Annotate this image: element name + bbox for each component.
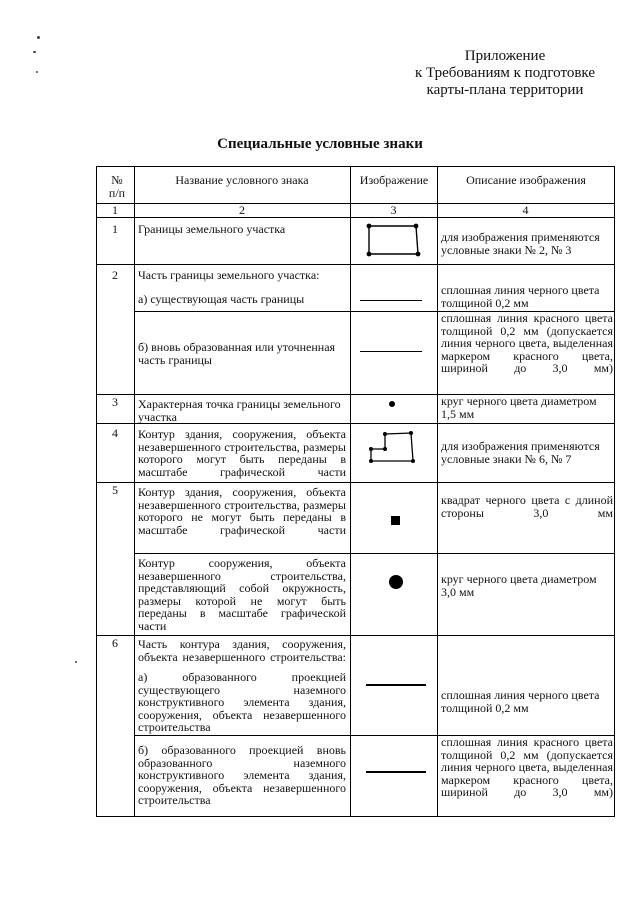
row-number: 1 — [112, 222, 118, 236]
row-number: 6 — [112, 636, 118, 650]
header-name: Название условного знака — [175, 173, 309, 187]
table-border-top — [96, 166, 615, 167]
table-row-line — [96, 635, 615, 636]
boundary-point — [367, 224, 372, 229]
column-number: 2 — [239, 203, 245, 217]
appendix-header — [400, 48, 610, 99]
appendix-line-2: к Требованиям к подготовке — [414, 65, 595, 81]
row-number: 5 — [112, 483, 118, 497]
header-num: № п/п — [108, 173, 126, 200]
row-number: 4 — [112, 426, 118, 440]
symbol-description: сплошная линия черного цвета толщиной 0,2 мм — [441, 688, 600, 715]
symbol-description: круг черного цвета диаметром 3,0 мм — [441, 572, 597, 599]
scan-speck — [33, 51, 36, 53]
boundary-point — [414, 224, 419, 229]
symbol-description: для изображения применяются условные знаки № 6, № 7 — [441, 439, 600, 466]
land-plot-boundary-symbol — [366, 222, 426, 258]
black-line-symbol — [360, 300, 422, 301]
symbol-name: Границы земельного участка — [138, 222, 286, 236]
column-number: 4 — [522, 203, 529, 217]
symbols-table — [96, 166, 615, 817]
symbol-name: Контур здания, сооружения, объекта незавершенного строительства, размеры которого не могут быть переданы в масштабе графической части — [138, 485, 346, 537]
symbol-description: квадрат черного цвета с длиной стороны 3,0 мм — [441, 493, 613, 520]
symbol-name: б) вновь образованная или уточненная часть границы — [138, 340, 336, 367]
building-contour-symbol — [366, 429, 426, 467]
symbol-description: сплошная линия красного цвета толщиной 0,2 мм (допускается линия черного цвета, выделенная маркером красного цвета, шириной до 3,0 мм) — [441, 311, 613, 375]
header-image: Изображение — [359, 173, 429, 187]
table-row-line — [96, 217, 615, 218]
appendix-line-1: Приложение — [464, 48, 546, 64]
symbol-name-a: а) существующая часть границы — [138, 292, 305, 306]
table-row-line — [96, 482, 615, 483]
boundary-point — [416, 252, 421, 257]
filled-circle-symbol — [388, 574, 404, 590]
row-number: 2 — [112, 268, 118, 282]
table-row-line — [134, 553, 615, 554]
symbol-name-a: а) образованного проекцией существующего наземного конструктивного элемента здания, сооружения, объекта незавершенного строительства — [138, 670, 346, 734]
symbol-description: для изображения применяются условные знаки № 2, № 3 — [441, 230, 600, 257]
symbol-name: Контур здания, сооружения, объекта незавершенного строительства, размеры которого могут быть переданы в масштабе графической части — [138, 427, 346, 479]
appendix-line-3: карты-плана территории — [426, 82, 584, 98]
symbol-name: Контур сооружения, объекта незавершенного строительства, представляющий собой окружность, размеры которой не могут быть переданы в масштабе графической части — [138, 556, 346, 633]
symbol-name: Часть контура здания, сооружения, объекта незавершенного строительства: — [138, 637, 346, 664]
column-number: 1 — [112, 203, 118, 217]
symbol-name: Характерная точка границы земельного участка — [138, 397, 341, 424]
header-description: Описание изображения — [466, 173, 586, 187]
filled-square-symbol — [391, 516, 400, 525]
boundary-point — [367, 252, 372, 257]
black-line-symbol — [366, 684, 426, 686]
table-row-line — [96, 264, 615, 265]
red-line-symbol — [360, 351, 422, 352]
symbol-description: сплошная линия черного цвета толщиной 0,2 мм — [441, 283, 600, 310]
scan-speck — [37, 36, 40, 39]
table-border-bottom — [96, 816, 615, 817]
column-number: 3 — [390, 203, 397, 217]
symbol-description: круг черного цвета диаметром 1,5 мм — [441, 394, 597, 421]
page-title: Специальные условные знаки — [217, 136, 423, 152]
symbol-description: сплошная линия красного цвета толщиной 0,2 мм (допускается линия черного цвета, выделенная маркером красного цвета, шириной до 3,0 мм) — [441, 735, 613, 799]
red-line-symbol — [366, 771, 426, 773]
symbol-name: б) образованного проекцией вновь образованного наземного конструктивного элемента здания, сооружения, объекта незавершенного строительства — [138, 743, 346, 807]
scan-speck — [75, 661, 77, 663]
row-number: 3 — [112, 395, 118, 409]
symbol-name: Часть границы земельного участка: — [138, 268, 320, 282]
boundary-point-symbol — [388, 400, 396, 408]
scan-speck — [36, 71, 38, 73]
